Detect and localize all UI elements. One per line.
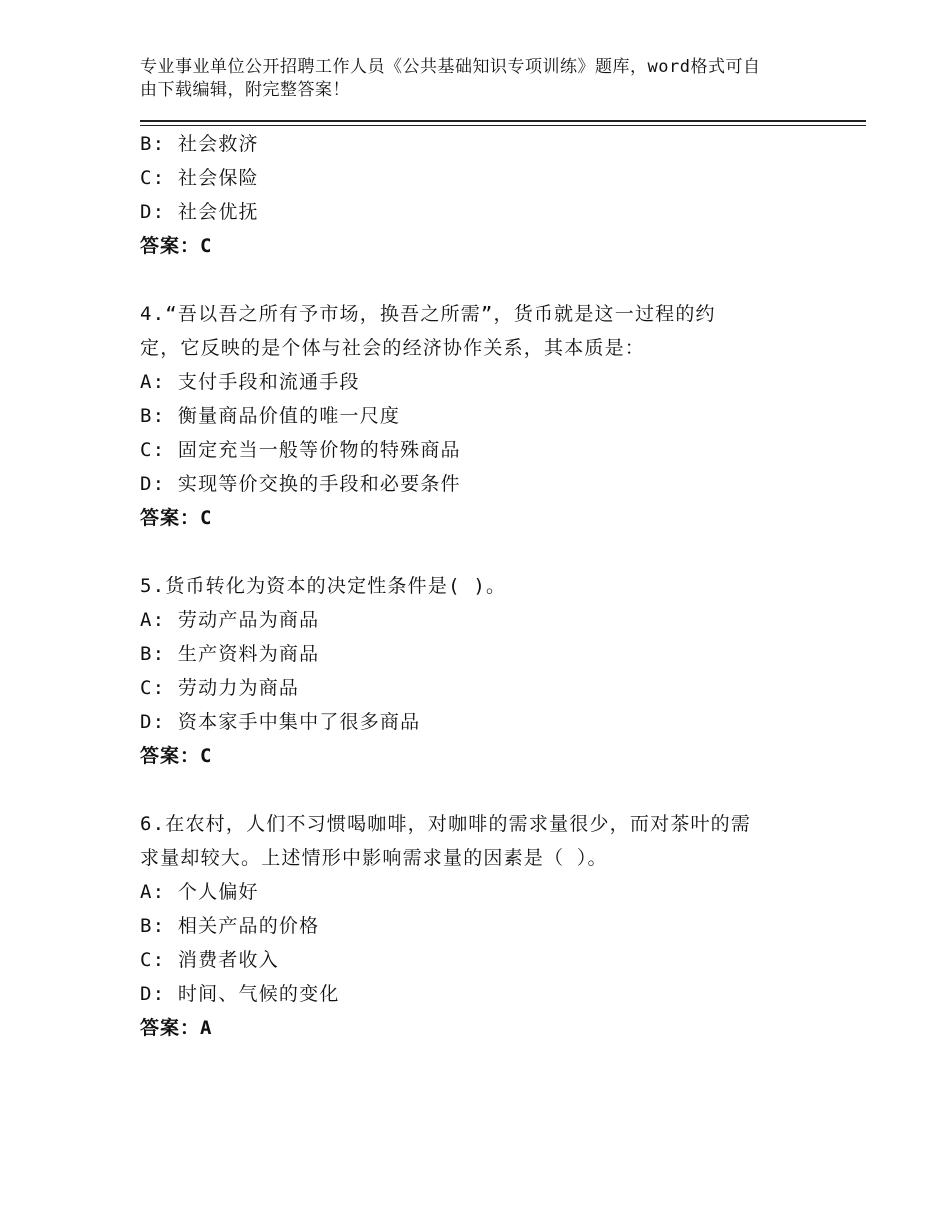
option-d: D: 实现等价交换的手段和必要条件 <box>140 473 461 495</box>
question-stem: 6.在农村，人们不习惯喝咖啡，对咖啡的需求量很少，而对茶叶的需 <box>140 813 752 835</box>
answer: 答案：C <box>140 745 213 767</box>
question-4 <box>140 297 830 535</box>
spacer <box>140 263 830 297</box>
option-b: B: 衡量商品价值的唯一尺度 <box>140 405 401 427</box>
question-stem: 4.“吾以吾之所有予市场，换吾之所需”，货币就是这一过程的约 <box>140 303 716 325</box>
option-c: C: 劳动力为商品 <box>140 677 300 699</box>
header-divider-thin <box>140 125 866 126</box>
option-b: B: 相关产品的价格 <box>140 915 320 937</box>
question-stem: 定，它反映的是个体与社会的经济协作关系，其本质是： <box>140 337 646 359</box>
spacer <box>140 535 830 569</box>
question-list <box>140 127 830 1045</box>
option-a: A: 劳动产品为商品 <box>140 609 320 631</box>
option-b: B: 生产资料为商品 <box>140 643 320 665</box>
option-d: D: 社会优抚 <box>140 201 259 223</box>
option-c: C: 消费者收入 <box>140 949 279 971</box>
answer: 答案：C <box>140 235 213 257</box>
question-stem: 5.货币转化为资本的决定性条件是( )。 <box>140 575 507 597</box>
question-stem: 求量却较大。上述情形中影响需求量的因素是（ ）。 <box>140 847 608 869</box>
header-line-1: 专业事业单位公开招聘工作人员《公共基础知识专项训练》题库，word格式可自 <box>140 57 761 77</box>
question-6 <box>140 807 830 1045</box>
question-5 <box>140 569 830 773</box>
option-d: D: 资本家手中集中了很多商品 <box>140 711 421 733</box>
header-line-2: 由下载编辑，附完整答案！ <box>140 80 350 100</box>
option-a: A: 个人偏好 <box>140 881 259 903</box>
question-3-tail <box>140 127 830 263</box>
answer: 答案：C <box>140 507 213 529</box>
header-divider-thick <box>140 120 866 122</box>
option-d: D: 时间、气候的变化 <box>140 983 340 1005</box>
option-a: A: 支付手段和流通手段 <box>140 371 360 393</box>
option-c: C: 固定充当一般等价物的特殊商品 <box>140 439 461 461</box>
option-b: B: 社会救济 <box>140 133 259 155</box>
option-c: C: 社会保险 <box>140 167 259 189</box>
answer: 答案：A <box>140 1017 213 1039</box>
document-header <box>140 56 810 102</box>
spacer <box>140 773 830 807</box>
